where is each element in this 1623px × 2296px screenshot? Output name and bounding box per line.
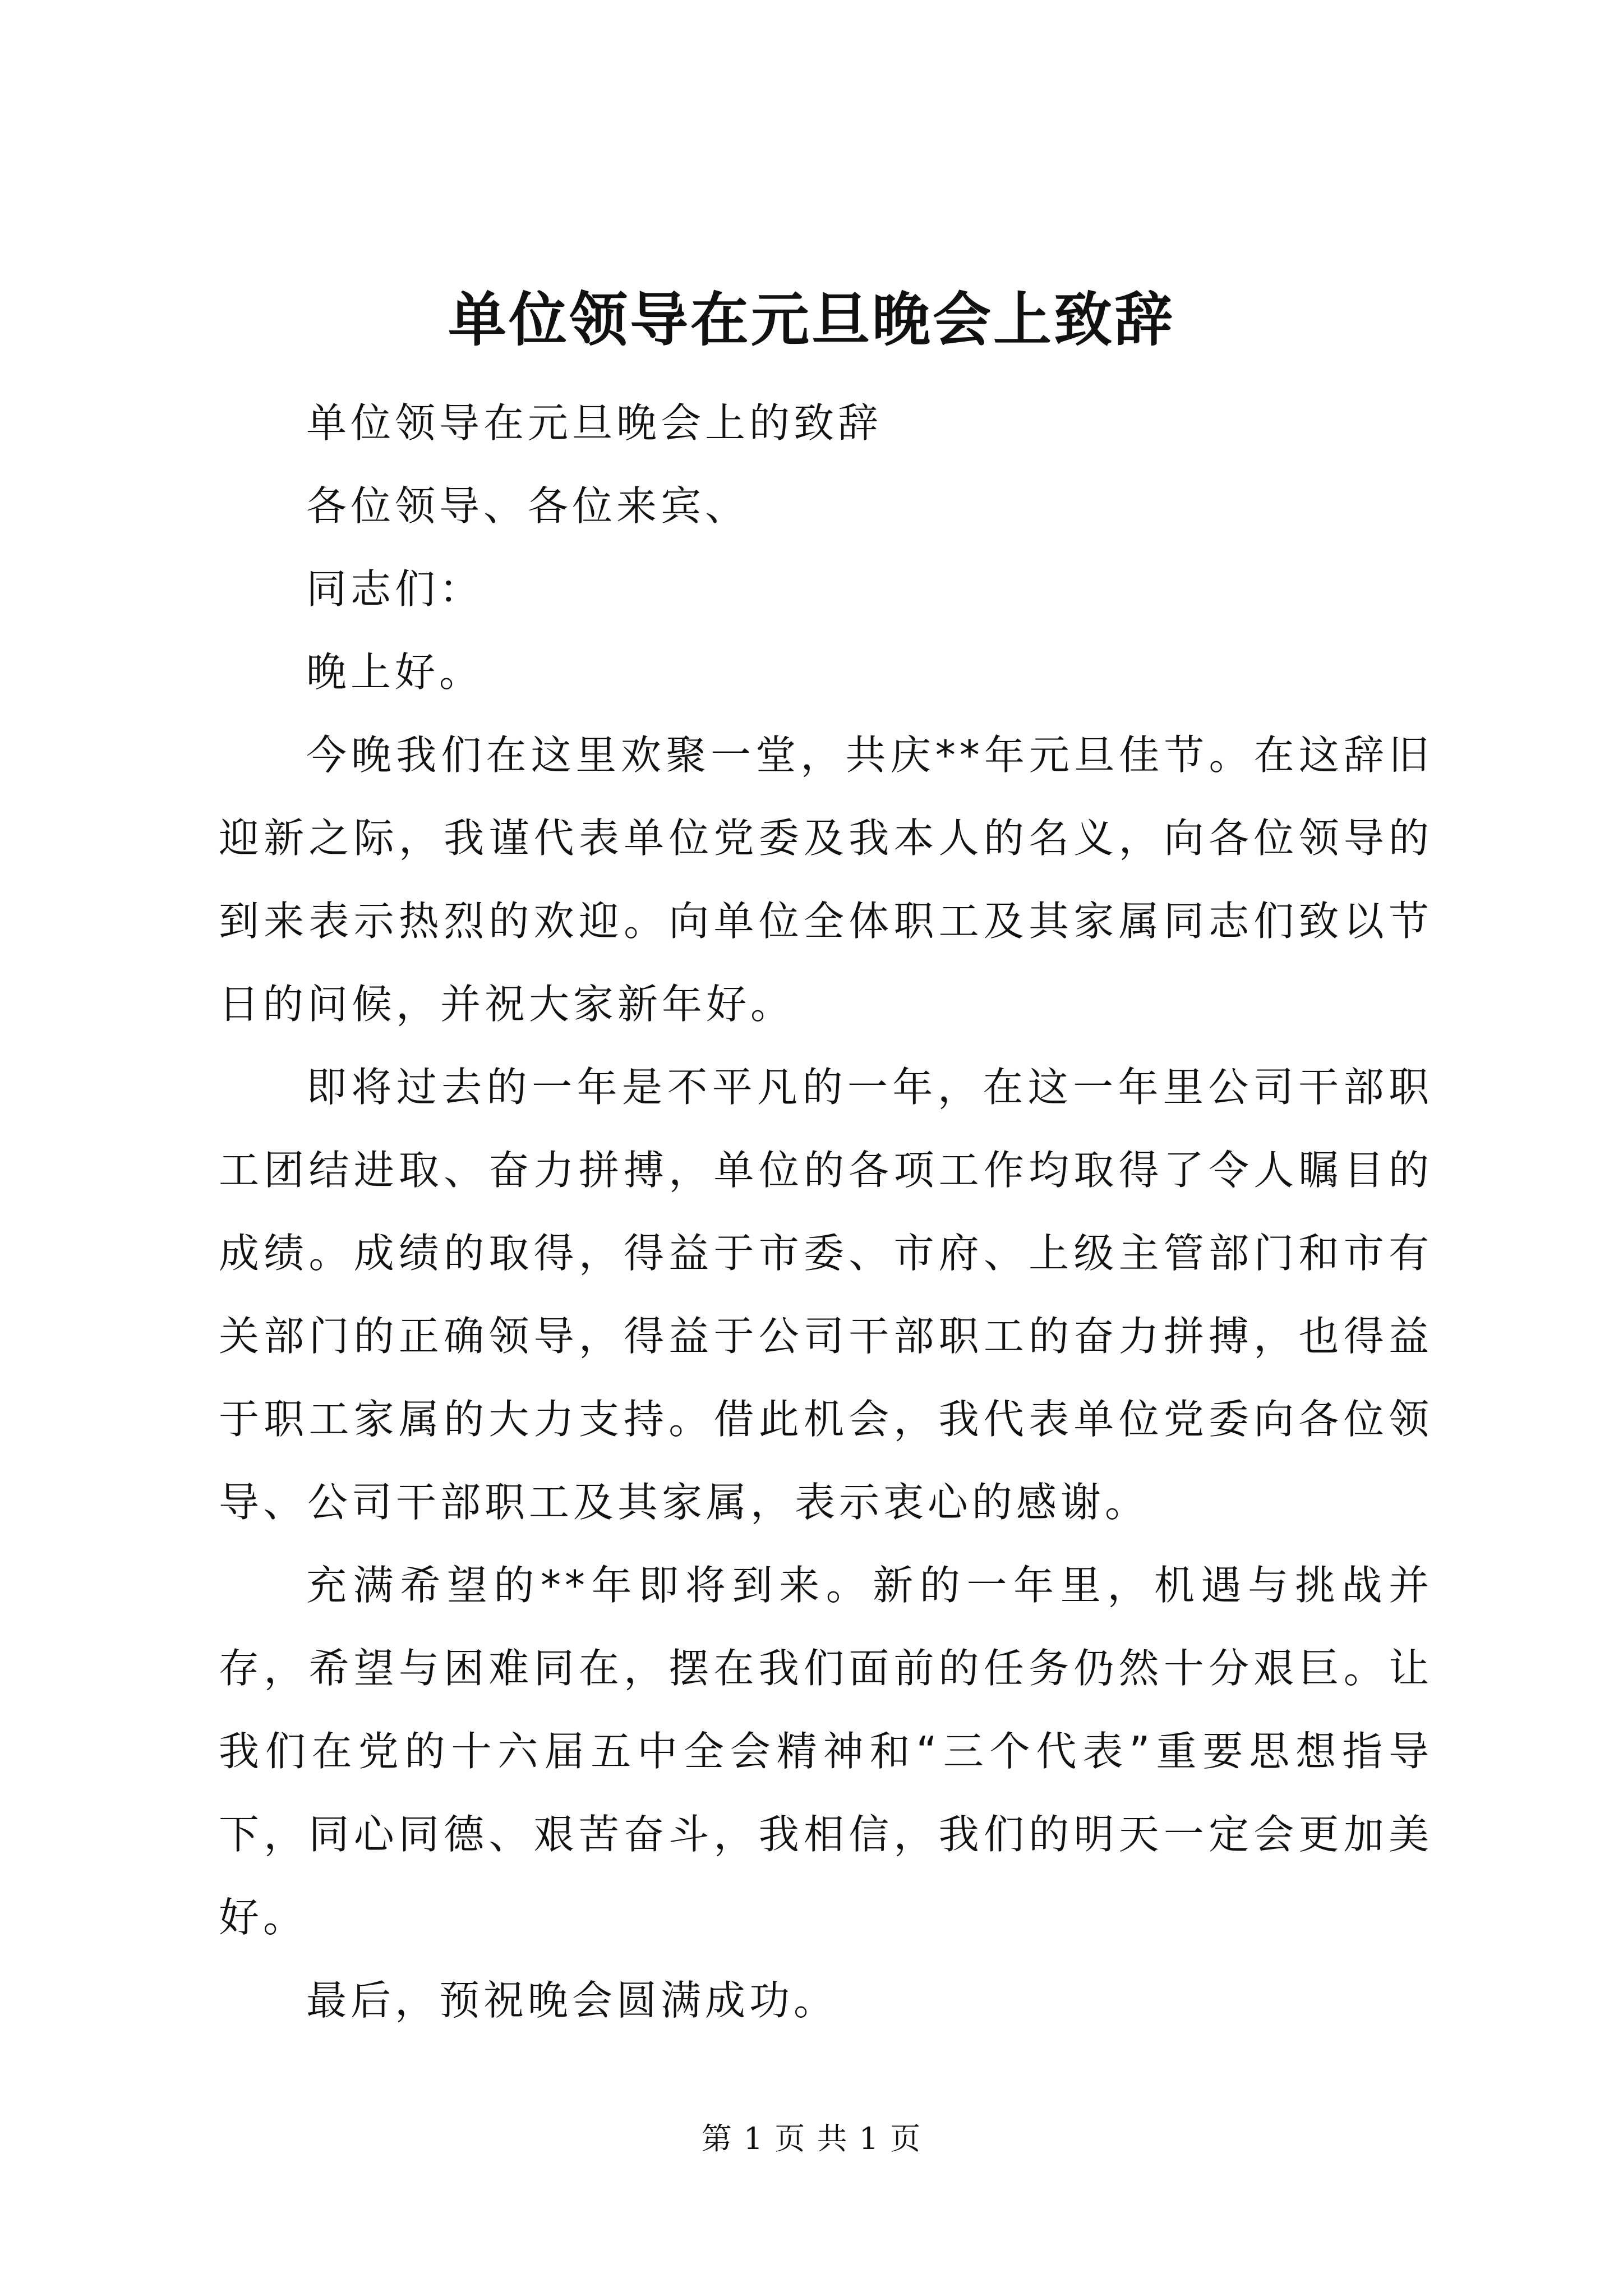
closing-paragraph: 最后，预祝晚会圆满成功。 [306,1977,838,2024]
salutation-paragraph: 各位领导、各位来宾、 [306,482,750,530]
body-paragraph: 今晚我们在这里欢聚一堂，共庆**年元旦佳节。在这辞旧迎新之际，我谨代表单位党委及我本人的名义，向各位领导的到来表示热烈的欢迎。向单位全体职工及其家属同志们致以节日的问候，并祝大家新年好。 [219,731,1433,1028]
page-footer: 第 1 页 共 1 页 [701,2121,922,2156]
body-paragraph: 充满希望的**年即将到来。新的一年里，机遇与挑战并存，希望与困难同在，摆在我们面前的任务仍然十分艰巨。让我们在党的十六届五中全会精神和“三个代表”重要思想指导下，同心同德、艰苦奋斗，我相信，我们的明天一定会更加美好。 [219,1562,1433,1941]
subtitle-paragraph: 单位领导在元旦晚会上的致辞 [306,399,883,447]
body-paragraph: 即将过去的一年是不平凡的一年，在这一年里公司干部职工团结进取、奋力拼搏，单位的各项工作均取得了令人瞩目的成绩。成绩的取得，得益于市委、市府、上级主管部门和市有关部门的正确领导，得益于公司干部职工的奋力拼搏，也得益于职工家属的大力支持。借此机会，我代表单位党委向各位领导、公司干部职工及其家属，表示衷心的感谢。 [219,1064,1433,1526]
salutation-paragraph: 同志们： [306,565,484,613]
document-body [219,381,1433,2042]
greeting-paragraph: 晚上好。 [306,648,484,696]
document-title: 单位领导在元旦晚会上致辞 [448,285,1175,354]
